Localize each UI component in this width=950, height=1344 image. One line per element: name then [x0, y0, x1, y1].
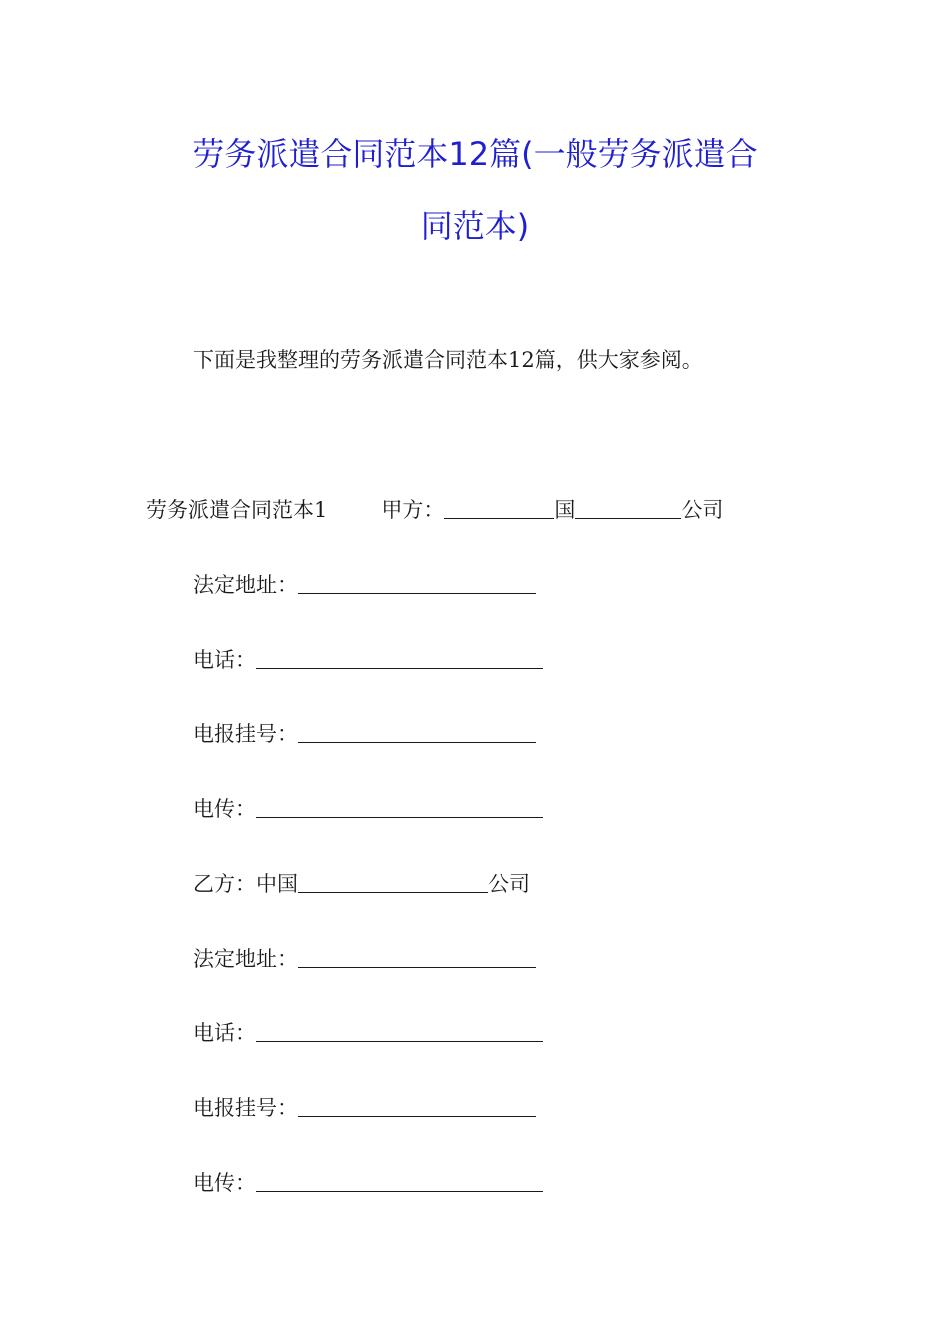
party-b-phone-label: 电话： [193, 1021, 256, 1045]
section1-heading: 劳务派遣合同范本1 [146, 498, 328, 522]
party-b-fax-blank[interactable] [256, 1169, 543, 1192]
party-b-line [193, 868, 530, 899]
party-b-address-label: 法定地址： [193, 947, 298, 971]
party-a-address-blank[interactable] [298, 571, 536, 594]
party-a-company-blank[interactable] [575, 496, 681, 519]
party-a-phone-label: 电话： [193, 648, 256, 672]
section1-party-a-line [146, 494, 723, 525]
party-b-company-suffix: 公司 [488, 872, 530, 896]
party-b-address-line [193, 943, 536, 974]
party-b-fax-line [193, 1167, 543, 1198]
party-a-telegraph-line [193, 718, 536, 749]
party-a-label: 甲方： [381, 498, 445, 522]
party-b-address-blank[interactable] [298, 945, 536, 968]
party-a-telegraph-label: 电报挂号： [193, 722, 298, 746]
party-a-address-line [193, 569, 536, 600]
party-a-address-label: 法定地址： [193, 573, 298, 597]
party-a-telegraph-blank[interactable] [298, 720, 536, 743]
party-a-fax-blank[interactable] [256, 795, 543, 818]
party-a-fax-line [193, 793, 543, 824]
party-a-fax-label: 电传： [193, 797, 256, 821]
party-a-company-suffix: 公司 [681, 498, 724, 522]
party-b-telegraph-line [193, 1092, 536, 1123]
party-b-label: 乙方：中国 [193, 872, 298, 896]
party-b-company-blank[interactable] [298, 870, 488, 893]
document-title-line-1: 劳务派遣合同范本12篇(一般劳务派遣合 [192, 135, 758, 173]
party-b-phone-blank[interactable] [256, 1019, 543, 1042]
party-a-phone-line [193, 644, 543, 675]
party-a-country-suffix: 国 [554, 498, 576, 522]
document-title-line-2: 同范本) [420, 207, 530, 245]
party-b-phone-line [193, 1017, 543, 1048]
party-a-country-blank[interactable] [444, 496, 554, 519]
party-b-telegraph-label: 电报挂号： [193, 1096, 298, 1120]
intro-paragraph: 下面是我整理的劳务派遣合同范本12篇，供大家参阅。 [193, 348, 703, 372]
party-a-phone-blank[interactable] [256, 646, 543, 669]
party-b-fax-label: 电传： [193, 1171, 256, 1195]
party-b-telegraph-blank[interactable] [298, 1094, 536, 1117]
